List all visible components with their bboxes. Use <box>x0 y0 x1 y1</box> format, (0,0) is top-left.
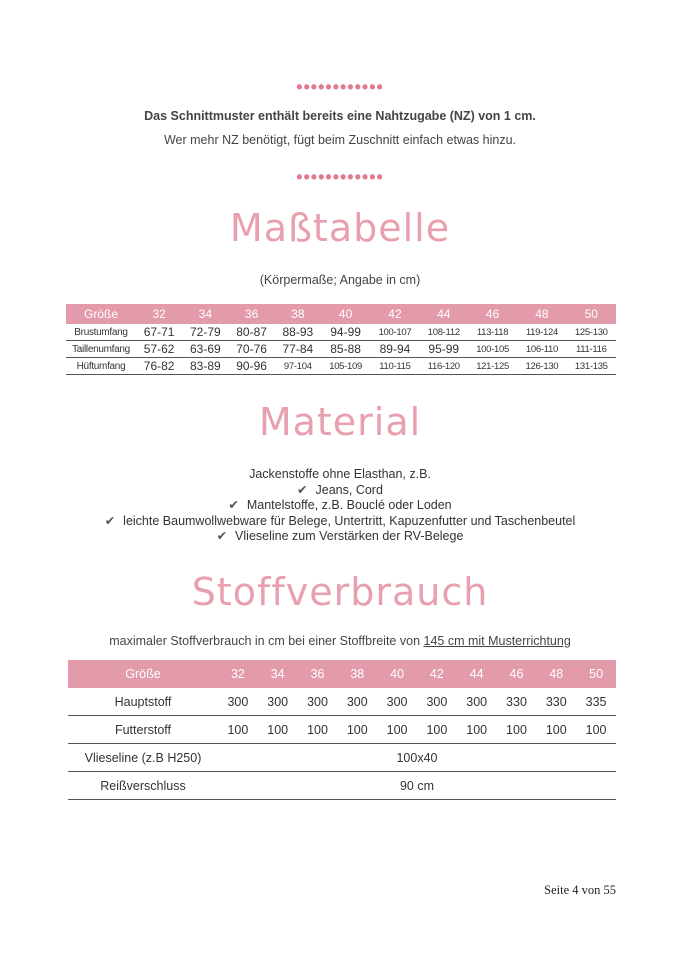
table-cell: 119-124 <box>517 324 566 341</box>
size-chart-header-cell: 38 <box>275 304 321 324</box>
fabric-table-header-cell: 46 <box>497 660 537 688</box>
size-chart-header-cell: 48 <box>517 304 566 324</box>
table-cell: 116-120 <box>420 358 468 375</box>
table-cell: 300 <box>457 688 497 716</box>
fabric-consumption-table <box>68 660 616 800</box>
merged-table-cell: 90 cm <box>218 772 616 800</box>
material-item-text: Mantelstoffe, z.B. Bouclé oder Loden <box>246 498 452 512</box>
material-item-text: leichte Baumwollwebware für Belege, Untertritt, Kapuzenfutter und Taschenbeutel <box>123 514 576 528</box>
material-item-text: Jeans, Cord <box>315 483 383 497</box>
size-chart-header-cell: 44 <box>420 304 468 324</box>
size-chart-header-cell: 50 <box>567 304 616 324</box>
fabric-row-reissverschluss <box>68 772 616 800</box>
decorative-dots-bottom: •••••••••••• <box>296 167 384 187</box>
fabric-row-hauptstoff <box>68 688 616 716</box>
row-label: Brustumfang <box>66 324 136 341</box>
table-cell: 63-69 <box>182 341 228 358</box>
size-chart-row-taille <box>66 341 616 358</box>
checkmark-icon: ✔ <box>104 514 116 528</box>
size-chart-row-huefte <box>66 358 616 375</box>
table-cell: 100-105 <box>468 341 517 358</box>
table-cell: 105-109 <box>321 358 370 375</box>
table-cell: 300 <box>298 688 338 716</box>
row-label: Taillenumfang <box>66 341 136 358</box>
row-label: Reißverschluss <box>68 772 218 800</box>
table-cell: 300 <box>258 688 298 716</box>
row-label: Hüftumfang <box>66 358 136 375</box>
fabric-table-header-cell: 48 <box>536 660 576 688</box>
table-cell: 76-82 <box>136 358 182 375</box>
size-chart-header-cell: 32 <box>136 304 182 324</box>
table-cell: 100 <box>377 716 417 744</box>
table-cell: 97-104 <box>275 358 321 375</box>
row-label: Hauptstoff <box>68 688 218 716</box>
material-heading: Material <box>258 400 422 444</box>
size-chart-header-row <box>66 304 616 324</box>
table-cell: 131-135 <box>567 358 616 375</box>
table-cell: 100 <box>576 716 616 744</box>
table-cell: 300 <box>377 688 417 716</box>
fabric-table-header-cell: 44 <box>457 660 497 688</box>
table-cell: 70-76 <box>228 341 274 358</box>
size-chart-header-cell: 34 <box>182 304 228 324</box>
fabric-table-header-cell: 32 <box>218 660 258 688</box>
table-cell: 100 <box>536 716 576 744</box>
material-item <box>0 483 680 499</box>
table-cell: 83-89 <box>182 358 228 375</box>
checkmark-icon: ✔ <box>297 483 308 497</box>
table-cell: 90-96 <box>228 358 274 375</box>
table-cell: 57-62 <box>136 341 182 358</box>
table-cell: 100 <box>497 716 537 744</box>
size-chart-table <box>66 304 616 375</box>
fabric-row-futterstoff <box>68 716 616 744</box>
size-chart-header-cell: 36 <box>228 304 274 324</box>
table-cell: 100 <box>417 716 457 744</box>
table-cell: 89-94 <box>370 341 419 358</box>
masstabelle-heading: Maßtabelle <box>229 206 451 250</box>
table-cell: 80-87 <box>228 324 274 341</box>
fabric-table-header-cell: 50 <box>576 660 616 688</box>
table-cell: 126-130 <box>517 358 566 375</box>
checkmark-icon: ✔ <box>228 498 239 512</box>
row-label: Vlieseline (z.B H250) <box>68 744 218 772</box>
fabric-table-header-cell: Größe <box>68 660 218 688</box>
table-cell: 330 <box>536 688 576 716</box>
seam-allowance-notice: Das Schnittmuster enthält bereits eine Nahtzugabe (NZ) von 1 cm. <box>144 109 536 123</box>
table-cell: 125-130 <box>567 324 616 341</box>
table-cell: 100 <box>218 716 258 744</box>
table-cell: 85-88 <box>321 341 370 358</box>
fabric-table-header-row <box>68 660 616 688</box>
material-item <box>0 529 680 545</box>
size-chart-row-brust <box>66 324 616 341</box>
material-intro: Jackenstoffe ohne Elasthan, z.B. <box>249 467 431 481</box>
material-item <box>0 498 680 514</box>
table-cell: 106-110 <box>517 341 566 358</box>
checkmark-icon: ✔ <box>216 529 228 543</box>
size-chart-header-cell: 46 <box>468 304 517 324</box>
table-cell: 330 <box>497 688 537 716</box>
table-cell: 108-112 <box>420 324 468 341</box>
merged-table-cell: 100x40 <box>218 744 616 772</box>
row-label: Futterstoff <box>68 716 218 744</box>
size-chart-header-cell: 42 <box>370 304 419 324</box>
table-cell: 113-118 <box>468 324 517 341</box>
table-cell: 100 <box>258 716 298 744</box>
fabric-table-header-cell: 34 <box>258 660 298 688</box>
table-cell: 300 <box>218 688 258 716</box>
table-cell: 300 <box>337 688 377 716</box>
stoffverbrauch-heading: Stoffverbrauch <box>191 570 489 614</box>
page-number: Seite 4 von 55 <box>544 883 616 897</box>
fabric-table-header-cell: 38 <box>337 660 377 688</box>
table-cell: 77-84 <box>275 341 321 358</box>
table-cell: 100 <box>337 716 377 744</box>
size-chart-header-cell: 40 <box>321 304 370 324</box>
fabric-consumption-intro <box>0 634 680 648</box>
table-cell: 94-99 <box>321 324 370 341</box>
table-cell: 111-116 <box>567 341 616 358</box>
seam-allowance-hint: Wer mehr NZ benötigt, fügt beim Zuschnitt einfach etwas hinzu. <box>163 133 516 147</box>
table-cell: 100 <box>457 716 497 744</box>
fabric-table-header-cell: 36 <box>298 660 338 688</box>
decorative-dots-top: •••••••••••• <box>296 77 384 97</box>
material-item-text: Vlieseline zum Verstärken der RV-Belege <box>235 529 464 543</box>
fabric-consumption-intro-text: maximaler Stoffverbrauch in cm bei einer Stoffbreite von <box>109 634 424 648</box>
masstabelle-subtitle: (Körpermaße; Angabe in cm) <box>259 273 421 287</box>
fabric-table-header-cell: 42 <box>417 660 457 688</box>
table-cell: 67-71 <box>136 324 182 341</box>
fabric-table-header-cell: 40 <box>377 660 417 688</box>
table-cell: 88-93 <box>275 324 321 341</box>
fabric-width-underlined: 145 cm mit Musterrichtung <box>423 634 571 648</box>
table-cell: 335 <box>576 688 616 716</box>
table-cell: 121-125 <box>468 358 517 375</box>
size-chart-header-cell: Größe <box>66 304 136 324</box>
table-cell: 100-107 <box>370 324 419 341</box>
table-cell: 300 <box>417 688 457 716</box>
table-cell: 72-79 <box>182 324 228 341</box>
fabric-row-vlieseline <box>68 744 616 772</box>
table-cell: 95-99 <box>420 341 468 358</box>
table-cell: 100 <box>298 716 338 744</box>
material-item <box>0 514 680 530</box>
table-cell: 110-115 <box>370 358 419 375</box>
